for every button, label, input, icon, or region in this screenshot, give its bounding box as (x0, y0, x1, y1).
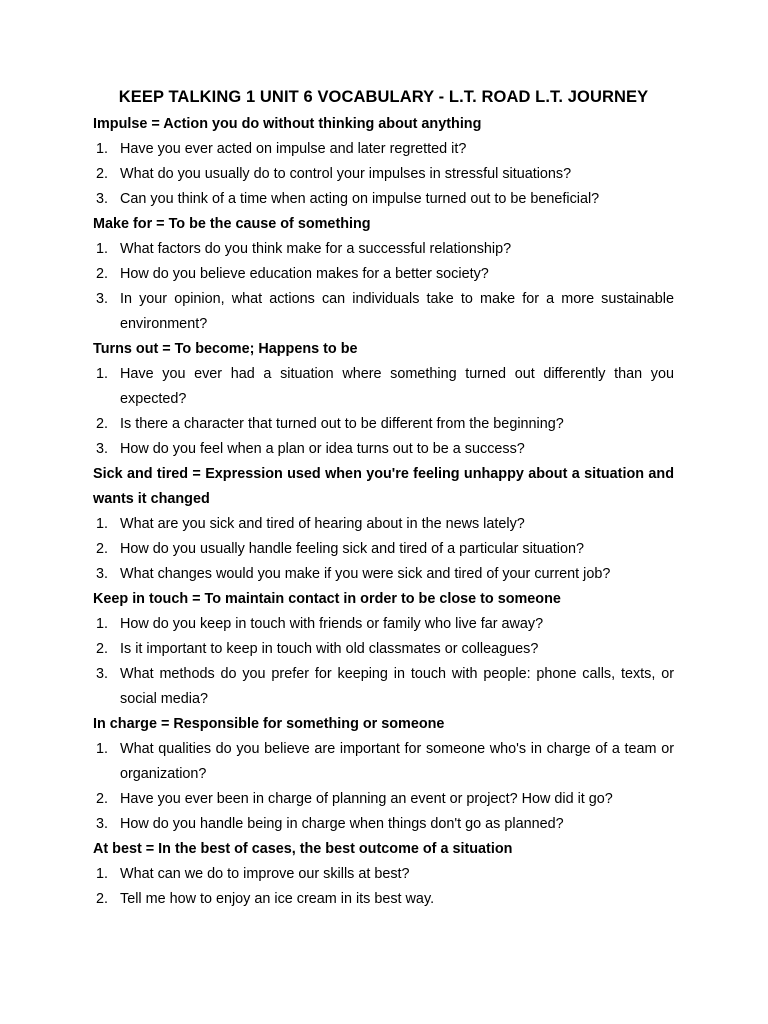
question-list (93, 862, 674, 912)
question-number: 1. (96, 516, 109, 532)
question-item (93, 437, 674, 462)
question-number: 2. (96, 641, 109, 657)
question-text: Is it important to keep in touch with old classmates or colleagues? (120, 641, 539, 657)
question-item (93, 187, 674, 212)
vocabulary-section (93, 462, 674, 587)
question-item (93, 737, 674, 787)
question-text: Is there a character that turned out to be different from the beginning? (120, 416, 564, 432)
vocabulary-section (93, 337, 674, 462)
document-title: KEEP TALKING 1 UNIT 6 VOCABULARY - L.T. ROAD L.T. JOURNEY (118, 88, 649, 106)
question-number: 2. (96, 891, 109, 907)
vocabulary-section (93, 712, 674, 837)
question-text: How do you keep in touch with friends or family who live far away? (120, 616, 544, 632)
question-list (93, 737, 674, 837)
question-number: 1. (96, 366, 109, 382)
question-item (93, 162, 674, 187)
question-text: In your opinion, what actions can individuals take to make for a more sustainable environment? (120, 291, 674, 332)
question-text: What factors do you think make for a successful relationship? (120, 241, 512, 257)
question-number: 2. (96, 416, 109, 432)
question-item (93, 287, 674, 337)
vocabulary-section (93, 587, 674, 712)
vocabulary-term-heading: Turns out = To become; Happens to be (93, 341, 358, 357)
question-number: 3. (96, 666, 109, 682)
question-item (93, 612, 674, 637)
question-number: 1. (96, 241, 109, 257)
question-number: 1. (96, 616, 109, 632)
question-number: 3. (96, 191, 109, 207)
question-text: What can we do to improve our skills at best? (120, 866, 410, 882)
question-number: 1. (96, 741, 109, 757)
question-number: 1. (96, 141, 109, 157)
question-number: 1. (96, 866, 109, 882)
question-text: What do you usually do to control your impulses in stressful situations? (120, 166, 572, 182)
question-text: How do you feel when a plan or idea turns out to be a success? (120, 441, 525, 457)
vocabulary-term-heading: Keep in touch = To maintain contact in order to be close to someone (93, 591, 561, 607)
question-item (93, 562, 674, 587)
question-list (93, 137, 674, 212)
vocabulary-section (93, 837, 674, 912)
question-item (93, 637, 674, 662)
question-text: How do you handle being in charge when things don't go as planned? (120, 816, 564, 832)
question-item (93, 787, 674, 812)
question-text: What changes would you make if you were sick and tired of your current job? (120, 566, 611, 582)
question-text: Have you ever acted on impulse and later regretted it? (120, 141, 467, 157)
question-text: Can you think of a time when acting on impulse turned out to be beneficial? (120, 191, 600, 207)
question-item (93, 887, 674, 912)
question-list (93, 612, 674, 712)
question-list (93, 362, 674, 462)
question-number: 3. (96, 816, 109, 832)
question-list (93, 512, 674, 587)
question-number: 3. (96, 566, 109, 582)
question-number: 2. (96, 541, 109, 557)
question-item (93, 262, 674, 287)
vocabulary-sections (93, 112, 674, 912)
vocabulary-term-heading: In charge = Responsible for something or someone (93, 716, 445, 732)
question-text: Tell me how to enjoy an ice cream in its best way. (120, 891, 435, 907)
question-text: What qualities do you believe are important for someone who's in charge of a team or organization? (120, 741, 674, 782)
vocabulary-term-heading: Sick and tired = Expression used when you're feeling unhappy about a situation and wants it changed (93, 466, 674, 507)
question-item (93, 537, 674, 562)
question-text: How do you believe education makes for a better society? (120, 266, 489, 282)
question-text: What are you sick and tired of hearing about in the news lately? (120, 516, 525, 532)
question-text: Have you ever been in charge of planning an event or project? How did it go? (120, 791, 613, 807)
vocabulary-section (93, 212, 674, 337)
vocabulary-term-heading: At best = In the best of cases, the best outcome of a situation (93, 841, 513, 857)
question-text: Have you ever had a situation where something turned out differently than you expected? (120, 366, 674, 407)
question-item (93, 862, 674, 887)
question-item (93, 662, 674, 712)
question-number: 3. (96, 441, 109, 457)
question-item (93, 237, 674, 262)
document-body (93, 86, 674, 912)
question-item (93, 412, 674, 437)
question-number: 2. (96, 166, 109, 182)
question-text: How do you usually handle feeling sick and tired of a particular situation? (120, 541, 584, 557)
question-item (93, 137, 674, 162)
question-item (93, 512, 674, 537)
question-item (93, 812, 674, 837)
question-item (93, 362, 674, 412)
question-number: 2. (96, 791, 109, 807)
question-number: 3. (96, 291, 109, 307)
vocabulary-term-heading: Impulse = Action you do without thinking about anything (93, 116, 482, 132)
vocabulary-section (93, 112, 674, 212)
question-list (93, 237, 674, 337)
question-text: What methods do you prefer for keeping in touch with people: phone calls, texts, or social media? (120, 666, 674, 707)
question-number: 2. (96, 266, 109, 282)
vocabulary-term-heading: Make for = To be the cause of something (93, 216, 371, 232)
